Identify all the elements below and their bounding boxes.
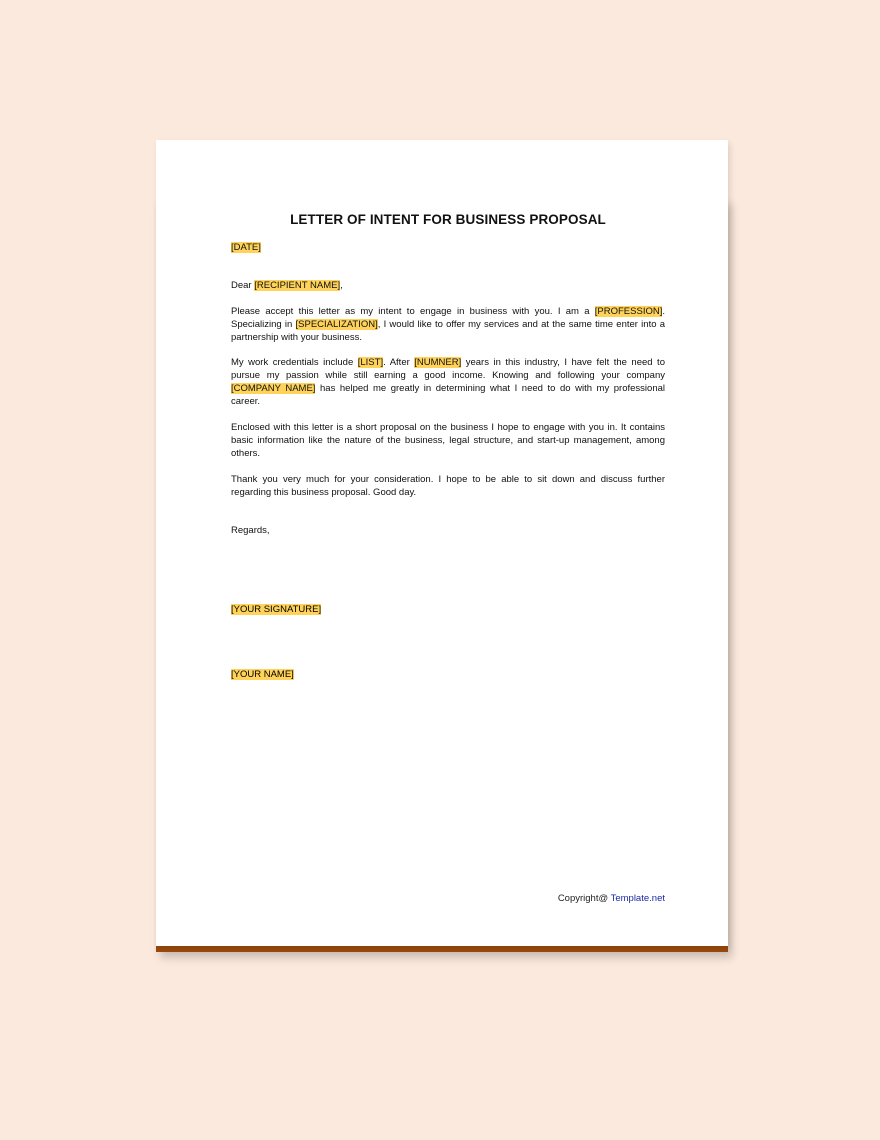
date-line [231,242,665,255]
recipient-placeholder: [RECIPIENT NAME] [254,279,341,291]
copyright-link[interactable]: Template.net [610,893,665,904]
paragraph-enclosure: Enclosed with this letter is a short proposal on the business I hope to engage with you in. It contains basic information like the nature of the business, legal structure, and start-up management, among others. [231,422,665,459]
name-placeholder: [YOUR NAME] [231,669,294,680]
list-placeholder: [LIST] [357,357,384,369]
salutation [231,280,665,293]
profession-placeholder: [PROFESSION] [594,305,663,317]
company-name-placeholder: [COMPANY NAME] [231,383,316,395]
letter-body [231,214,665,538]
document-page-inner [162,140,728,946]
paragraph-thanks: Thank you very much for your consideration. I hope to be able to sit down and discuss further regarding this business proposal. Good day. [231,473,665,498]
copyright-footer [558,893,665,904]
p1-text-2: . Specializing in [231,305,665,330]
date-placeholder: [DATE] [231,241,261,253]
specialization-placeholder: [SPECIALIZATION] [295,318,378,330]
name-line [231,669,294,680]
salutation-suffix: , [340,279,343,291]
p1-text-3: , I would like to offer my services and at the same time enter into a partnership with your business. [231,318,665,343]
salutation-prefix: Dear [231,279,255,291]
p2-text-1: My work credentials include [231,357,358,369]
number-placeholder: [NUMNER] [414,357,462,369]
p1-text-1: Please accept this letter as my intent to engage in business with you. I am a [231,305,595,317]
paragraph-intent [231,306,665,345]
p2-text-2: . After [383,357,415,369]
copyright-label: Copyright@ [557,893,611,904]
p2-text-3: years in this industry, I have felt the need to pursue my passion while still earning a good income. Knowing and following your company [231,357,665,382]
p2-text-4: has helped me greatly in determining what I need to do with my professional career. [231,383,665,408]
paragraph-credentials [231,357,665,409]
signature-placeholder: [YOUR SIGNATURE] [231,604,322,615]
closing: Regards, [231,524,270,536]
signature-line [231,604,321,615]
letter-title: LETTER OF INTENT FOR BUSINESS PROPOSAL [290,212,606,227]
document-page [156,140,728,946]
